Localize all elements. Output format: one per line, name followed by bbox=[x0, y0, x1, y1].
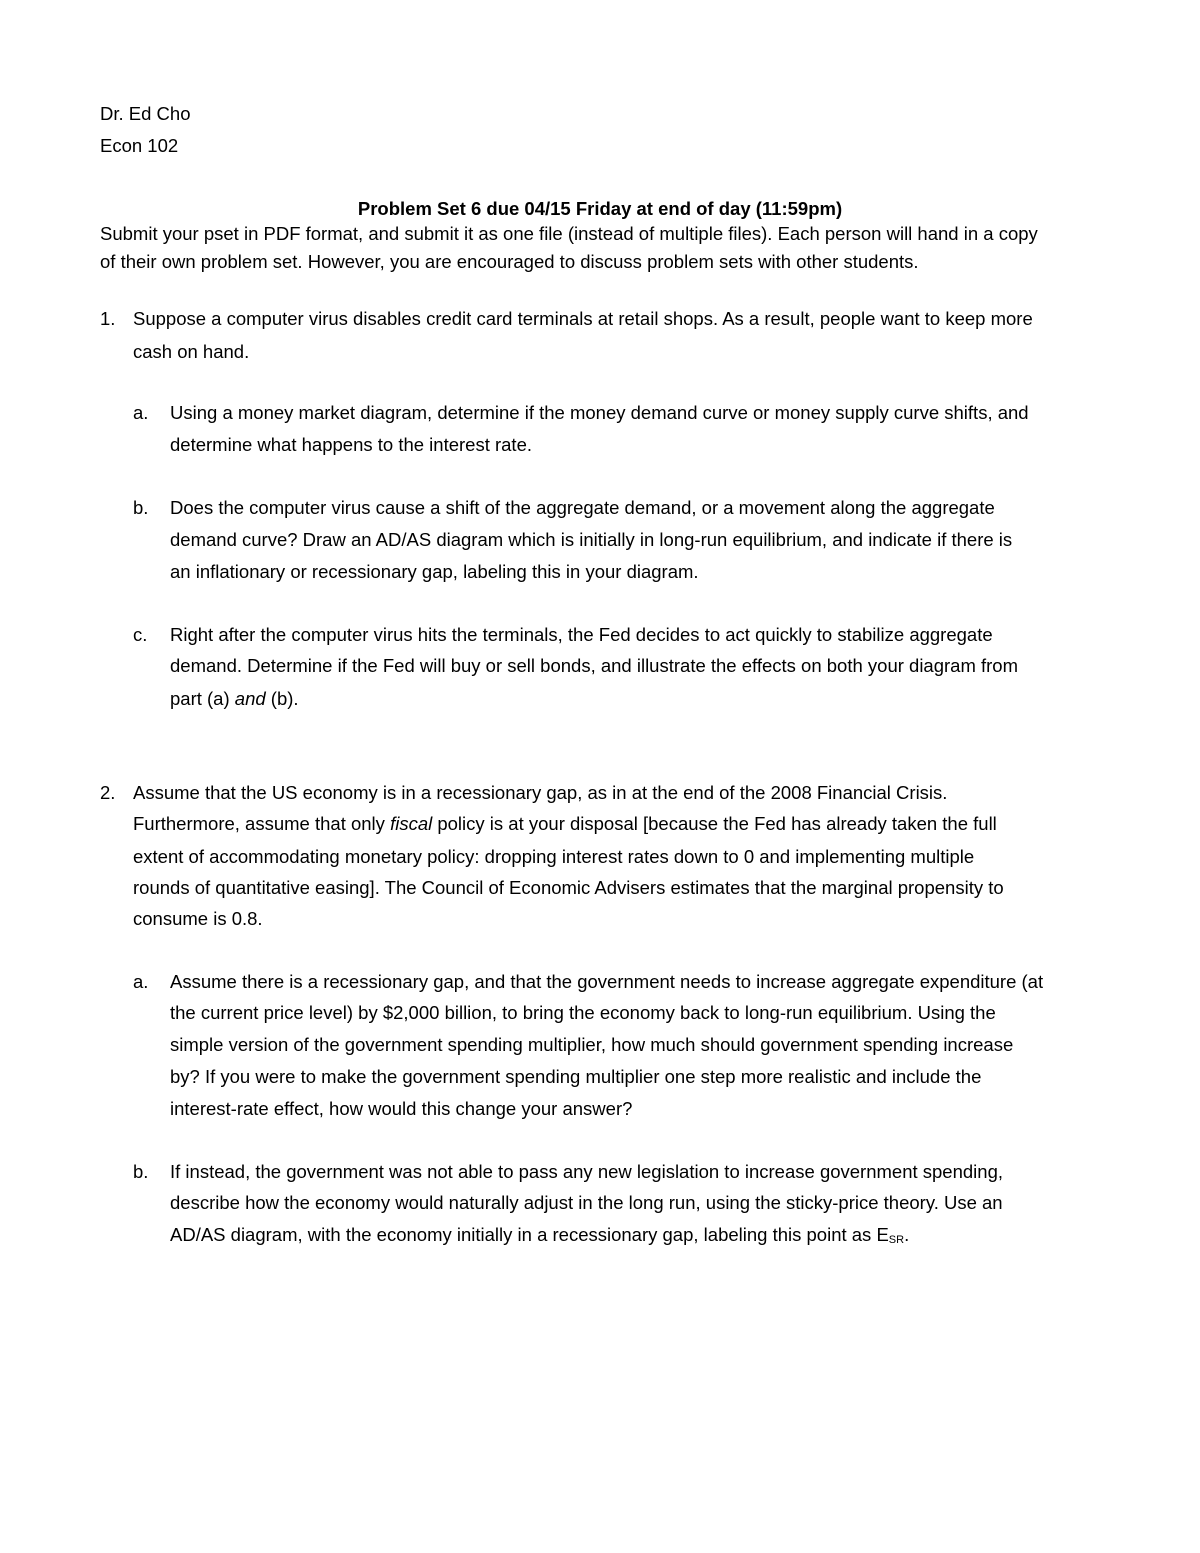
question-2a-line-4: by? If you were to make the government spending multiplier one step more realistic and include the bbox=[170, 1066, 982, 1087]
author-name: Dr. Ed Cho bbox=[100, 103, 191, 124]
question-1b-line-3: an inflationary or recessionary gap, labeling this in your diagram. bbox=[170, 561, 699, 582]
question-2-line-2-emphasis: fiscal bbox=[390, 813, 433, 834]
question-1c-line-3-post: (b). bbox=[265, 688, 299, 709]
intro-line-1: Submit your pset in PDF format, and submit it as one file (instead of multiple files). Each person will hand in a copy bbox=[100, 223, 1038, 244]
question-1a-label: a. bbox=[133, 402, 149, 423]
course-name: Econ 102 bbox=[100, 135, 179, 156]
question-2b-line-2: describe how the economy would naturally adjust in the long run, using the sticky-price theory. Use an bbox=[170, 1192, 1003, 1213]
question-2-line-5: consume is 0.8. bbox=[133, 908, 263, 929]
question-2a-label: a. bbox=[133, 971, 149, 992]
question-1a-line-2: determine what happens to the interest rate. bbox=[170, 434, 532, 455]
question-2b-line-3 bbox=[170, 1223, 909, 1250]
question-2b-line-3-post: . bbox=[904, 1224, 910, 1245]
question-1c-line-2: demand. Determine if the Fed will buy or sell bonds, and illustrate the effects on both your diagram from bbox=[170, 655, 1019, 676]
question-2-line-1: Assume that the US economy is in a recessionary gap, as in at the end of the 2008 Financial Crisis. bbox=[133, 782, 948, 803]
intro-line-2: of their own problem set. However, you are encouraged to discuss problem sets with other students. bbox=[100, 251, 919, 272]
question-1b-line-2: demand curve? Draw an AD/AS diagram which is initially in long-run equilibrium, and indicate if there is bbox=[170, 529, 1013, 550]
question-1c-line-3-emphasis: and bbox=[234, 688, 266, 709]
question-1c-label: c. bbox=[133, 624, 148, 645]
question-2-number: 2. bbox=[100, 782, 116, 803]
question-2-line-2-post: policy is at your disposal [because the Fed has already taken the full bbox=[432, 813, 997, 834]
question-2a-line-3: simple version of the government spending multiplier, how much should government spending increase bbox=[170, 1034, 1014, 1055]
question-1c-line-3 bbox=[170, 687, 299, 711]
question-1-line-1: Suppose a computer virus disables credit card terminals at retail shops. As a result, people want to keep more bbox=[133, 308, 1033, 329]
question-1c-line-1: Right after the computer virus hits the terminals, the Fed decides to act quickly to stabilize aggregate bbox=[170, 624, 993, 645]
question-1b-line-1: Does the computer virus cause a shift of the aggregate demand, or a movement along the aggregate bbox=[170, 497, 995, 518]
question-1c-line-3-pre: part (a) bbox=[170, 688, 235, 709]
question-2b-line-3-pre: AD/AS diagram, with the economy initially in a recessionary gap, labeling this point as E bbox=[170, 1224, 889, 1245]
question-2a-line-5: interest-rate effect, how would this change your answer? bbox=[170, 1098, 633, 1119]
question-2a-line-2: the current price level) by $2,000 billion, to bring the economy back to long-run equilibrium. Using the bbox=[170, 1002, 996, 1023]
question-1-line-2: cash on hand. bbox=[133, 341, 250, 362]
question-2b-label: b. bbox=[133, 1161, 149, 1182]
question-2b-subscript: SR bbox=[888, 1234, 905, 1246]
question-2b-line-1: If instead, the government was not able to pass any new legislation to increase government spending, bbox=[170, 1161, 1004, 1182]
question-2-line-2 bbox=[133, 812, 997, 836]
question-2-line-4: rounds of quantitative easing]. The Council of Economic Advisers estimates that the marginal propensity to bbox=[133, 877, 1004, 898]
question-1a-line-1: Using a money market diagram, determine if the money demand curve or money supply curve shifts, and bbox=[170, 402, 1029, 423]
question-2a-line-1: Assume there is a recessionary gap, and that the government needs to increase aggregate expenditure (at bbox=[170, 971, 1044, 992]
question-1b-label: b. bbox=[133, 497, 149, 518]
question-2-line-2-pre: Furthermore, assume that only bbox=[133, 813, 391, 834]
question-1-number: 1. bbox=[100, 308, 116, 329]
problem-set-title: Problem Set 6 due 04/15 Friday at end of day (11:59pm) bbox=[357, 198, 843, 219]
question-2-line-3: extent of accommodating monetary policy: dropping interest rates down to 0 and implementing multiple bbox=[133, 846, 975, 867]
